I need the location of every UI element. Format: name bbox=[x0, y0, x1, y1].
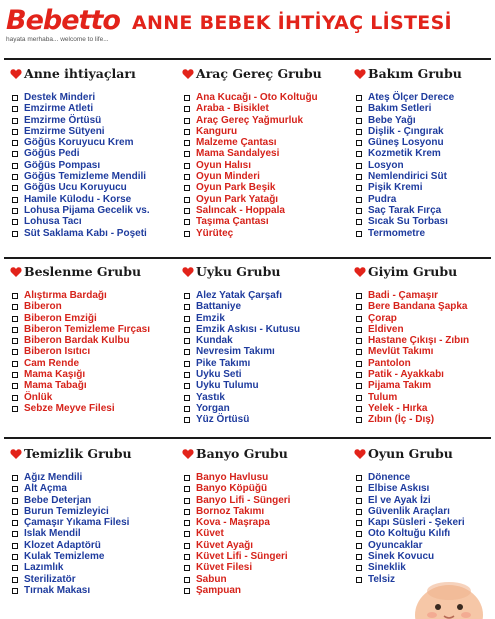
checkbox-icon[interactable] bbox=[356, 475, 362, 481]
checkbox-icon[interactable] bbox=[356, 372, 362, 378]
heart-icon bbox=[182, 447, 194, 459]
item-label: Emzirme Örtüsü bbox=[24, 114, 102, 126]
checkbox-icon[interactable] bbox=[184, 361, 190, 367]
heart-icon bbox=[10, 67, 22, 79]
item-label: Pudra bbox=[368, 193, 397, 205]
item-label: Taşıma Çantası bbox=[196, 216, 269, 228]
checkbox-icon[interactable] bbox=[356, 118, 362, 124]
item-label: Süt Saklama Kabı - Poşeti bbox=[24, 227, 147, 239]
checkbox-icon[interactable] bbox=[184, 577, 190, 583]
item-label: Biberon Isıtıcı bbox=[24, 346, 91, 358]
item-label: Çamaşır Yıkama Filesi bbox=[24, 517, 130, 529]
heart-icon bbox=[354, 265, 366, 277]
checkbox-icon[interactable] bbox=[12, 231, 18, 237]
checkbox-icon[interactable] bbox=[184, 531, 190, 537]
checkbox-icon[interactable] bbox=[184, 509, 190, 515]
divider-bottom bbox=[4, 437, 491, 439]
checkbox-icon[interactable] bbox=[12, 174, 18, 180]
item-label: Yastık bbox=[196, 391, 225, 403]
checkbox-icon[interactable] bbox=[12, 395, 18, 401]
item-label: Araba - Bisiklet bbox=[196, 103, 269, 115]
group-title: Araç Gereç Grubu bbox=[196, 66, 322, 81]
checkbox-icon[interactable] bbox=[12, 95, 18, 101]
item-label: Banyo Havlusu bbox=[196, 472, 269, 483]
checkbox-icon[interactable] bbox=[184, 417, 190, 423]
checkbox-icon[interactable] bbox=[184, 118, 190, 124]
item-label: Pike Takımı bbox=[196, 357, 251, 369]
checkbox-icon[interactable] bbox=[12, 219, 18, 225]
checkbox-icon[interactable] bbox=[12, 372, 18, 378]
checkbox-icon[interactable] bbox=[184, 383, 190, 389]
checkbox-icon[interactable] bbox=[12, 383, 18, 389]
item-label: Telsiz bbox=[368, 573, 396, 585]
checkbox-icon[interactable] bbox=[184, 231, 190, 237]
checkbox-icon[interactable] bbox=[12, 498, 18, 504]
item-label: Battaniye bbox=[196, 301, 242, 313]
item-label: Oyun Halısı bbox=[196, 159, 252, 171]
checkbox-icon[interactable] bbox=[184, 327, 190, 333]
item-label: Zıbın (İç - Dış) bbox=[368, 414, 435, 426]
item-label: Oyun Park Yatağı bbox=[196, 193, 279, 205]
item-label: Lohusa Pijama Gecelik vs. bbox=[24, 204, 150, 216]
item-label: Bornoz Takımı bbox=[196, 505, 265, 517]
item-label: Kanguru bbox=[196, 125, 238, 137]
item-label: Ağız Mendili bbox=[24, 472, 83, 483]
group-title: Banyo Grubu bbox=[196, 446, 288, 461]
item-label: Oto Koltuğu Kılıfı bbox=[368, 528, 451, 540]
checkbox-icon[interactable] bbox=[12, 349, 18, 355]
item-label: Pijama Takım bbox=[368, 380, 432, 392]
item-label: Bebe Deterjan bbox=[24, 494, 92, 506]
item-label: Göğüs Pedi bbox=[24, 148, 80, 160]
item-label: Çorap bbox=[368, 312, 397, 324]
baby-face-illustration bbox=[404, 575, 494, 619]
item-label: Şampuan bbox=[196, 584, 242, 596]
item-label: Mevlüt Takımı bbox=[368, 346, 434, 358]
checkbox-icon[interactable] bbox=[356, 577, 362, 583]
checkbox-icon[interactable] bbox=[12, 531, 18, 537]
checkbox-icon[interactable] bbox=[184, 185, 190, 191]
checkbox-icon[interactable] bbox=[12, 118, 18, 124]
checkbox-icon[interactable] bbox=[184, 338, 190, 344]
item-label: Biberon Emziği bbox=[24, 312, 97, 324]
item-label: Mama Kaşığı bbox=[24, 369, 86, 381]
item-label: Destek Minderi bbox=[24, 92, 96, 103]
item-label: Yorgan bbox=[196, 402, 230, 414]
heart-icon bbox=[10, 265, 22, 277]
checkbox-icon[interactable] bbox=[356, 520, 362, 526]
checkbox-icon[interactable] bbox=[356, 231, 362, 237]
item-label: Önlük bbox=[24, 391, 53, 403]
item-label: Mama Sandalyesi bbox=[196, 148, 280, 160]
checkbox-icon[interactable] bbox=[184, 316, 190, 322]
heart-icon bbox=[354, 447, 366, 459]
item-label: El ve Ayak İzi bbox=[368, 494, 431, 506]
checkbox-icon[interactable] bbox=[184, 372, 190, 378]
group-title: Bakım Grubu bbox=[368, 66, 462, 81]
item-label: Mama Tabağı bbox=[24, 380, 87, 392]
checkbox-icon[interactable] bbox=[184, 486, 190, 492]
checkbox-icon[interactable] bbox=[356, 395, 362, 401]
item-label: Kozmetik Krem bbox=[368, 148, 441, 160]
checkbox-icon[interactable] bbox=[356, 163, 362, 169]
checkbox-icon[interactable] bbox=[356, 498, 362, 504]
checkbox-icon[interactable] bbox=[356, 219, 362, 225]
item-label: Banyo Köpüğü bbox=[196, 483, 268, 495]
item-label: Kova - Maşrapa bbox=[196, 517, 270, 529]
checkbox-icon[interactable] bbox=[12, 338, 18, 344]
item-label: Sterilizatör bbox=[24, 573, 76, 585]
item-label: Malzeme Çantası bbox=[196, 137, 277, 149]
item-label: Göğüs Temizleme Mendili bbox=[24, 171, 147, 183]
item-label: Küvet Lifi - Süngeri bbox=[196, 551, 288, 563]
checkbox-icon[interactable] bbox=[12, 316, 18, 322]
checkbox-icon[interactable] bbox=[356, 361, 362, 367]
checkbox-icon[interactable] bbox=[12, 304, 18, 310]
heart-icon bbox=[354, 67, 366, 79]
checkbox-icon[interactable] bbox=[184, 129, 190, 135]
item-label: Emzirme Atleti bbox=[24, 103, 94, 115]
checkbox-icon[interactable] bbox=[12, 163, 18, 169]
item-label: Biberon bbox=[24, 301, 62, 313]
item-label: Salıncak - Hoppala bbox=[196, 204, 285, 216]
checkbox-icon[interactable] bbox=[184, 304, 190, 310]
checkbox-icon[interactable] bbox=[12, 293, 18, 299]
item-label: Sıcak Su Torbası bbox=[368, 216, 448, 228]
item-label: Lazımlık bbox=[24, 562, 64, 574]
checkbox-icon[interactable] bbox=[356, 304, 362, 310]
item-label: Bebe Yağı bbox=[368, 114, 416, 126]
item-label: Sineklik bbox=[368, 562, 406, 574]
checkbox-icon[interactable] bbox=[12, 197, 18, 203]
group-title: Beslenme Grubu bbox=[24, 264, 142, 279]
item-label: Araç Gereç Yağmurluk bbox=[196, 114, 304, 126]
item-label: Oyun Park Beşik bbox=[196, 182, 276, 194]
item-label: Sabun bbox=[196, 573, 227, 585]
checkbox-icon[interactable] bbox=[184, 475, 190, 481]
item-label: Klozet Adaptörü bbox=[24, 539, 101, 551]
item-label: Yüz Örtüsü bbox=[196, 414, 250, 426]
checkbox-icon[interactable] bbox=[356, 417, 362, 423]
checkbox-icon[interactable] bbox=[184, 197, 190, 203]
item-label: Pişik Kremi bbox=[368, 182, 423, 194]
checkbox-icon[interactable] bbox=[184, 565, 190, 571]
item-label: Güneş Losyonu bbox=[368, 137, 444, 149]
item-label: Küvet Ayağı bbox=[196, 539, 254, 551]
checkbox-icon[interactable] bbox=[184, 498, 190, 504]
checkbox-icon[interactable] bbox=[12, 185, 18, 191]
checkbox-icon[interactable] bbox=[184, 140, 190, 146]
checkbox-icon[interactable] bbox=[184, 174, 190, 180]
item-label: Tırnak Makası bbox=[24, 584, 91, 596]
checkbox-icon[interactable] bbox=[12, 543, 18, 549]
checkbox-icon[interactable] bbox=[12, 208, 18, 214]
checkbox-icon[interactable] bbox=[184, 520, 190, 526]
checkbox-icon[interactable] bbox=[356, 565, 362, 571]
item-label: Uyku Tulumu bbox=[196, 380, 259, 392]
item-label: Patik - Ayakkabı bbox=[368, 369, 444, 381]
checkbox-icon[interactable] bbox=[356, 349, 362, 355]
item-label: Badi - Çamaşır bbox=[368, 290, 439, 301]
item-label: Yelek - Hırka bbox=[368, 402, 428, 414]
group-title: Temizlik Grubu bbox=[24, 446, 132, 461]
checkbox-icon[interactable] bbox=[356, 140, 362, 146]
divider-top bbox=[4, 58, 491, 60]
item-label: Kapı Süsleri - Şekeri bbox=[368, 517, 465, 529]
checkbox-icon[interactable] bbox=[356, 293, 362, 299]
item-label: Cam Rende bbox=[24, 357, 80, 369]
checkbox-icon[interactable] bbox=[184, 543, 190, 549]
heart-icon bbox=[10, 447, 22, 459]
checkbox-icon[interactable] bbox=[12, 588, 18, 594]
checkbox-icon[interactable] bbox=[12, 151, 18, 157]
checkbox-icon[interactable] bbox=[12, 475, 18, 481]
group-title: Anne ihtiyaçları bbox=[24, 66, 136, 81]
item-label: Hamile Külodu - Korse bbox=[24, 193, 132, 205]
checkbox-icon[interactable] bbox=[12, 361, 18, 367]
item-label: Dönence bbox=[368, 472, 411, 483]
item-label: Ateş Ölçer Derece bbox=[368, 92, 455, 103]
checkbox-icon[interactable] bbox=[12, 406, 18, 412]
item-label: Küvet bbox=[196, 528, 224, 540]
checkbox-icon[interactable] bbox=[12, 486, 18, 492]
checkbox-icon[interactable] bbox=[12, 106, 18, 112]
item-label: Sinek Kovucu bbox=[368, 551, 435, 563]
group-title: Giyim Grubu bbox=[368, 264, 458, 279]
item-label: Güvenlik Araçları bbox=[368, 505, 450, 517]
checkbox-icon[interactable] bbox=[12, 129, 18, 135]
checkbox-icon[interactable] bbox=[184, 219, 190, 225]
checkbox-icon[interactable] bbox=[184, 293, 190, 299]
item-label: Kundak bbox=[196, 335, 233, 347]
item-label: Küvet Filesi bbox=[196, 562, 253, 574]
item-label: Uyku Seti bbox=[196, 369, 242, 381]
checkbox-icon[interactable] bbox=[356, 509, 362, 515]
item-label: Islak Mendil bbox=[24, 528, 81, 540]
checkbox-icon[interactable] bbox=[12, 554, 18, 560]
checkbox-icon[interactable] bbox=[356, 327, 362, 333]
heart-icon bbox=[182, 67, 194, 79]
checkbox-icon[interactable] bbox=[356, 151, 362, 157]
checkbox-icon[interactable] bbox=[356, 129, 362, 135]
checkbox-icon[interactable] bbox=[12, 565, 18, 571]
item-label: Emzik Askısı - Kutusu bbox=[196, 323, 301, 335]
checkbox-icon[interactable] bbox=[184, 406, 190, 412]
checkbox-icon[interactable] bbox=[356, 406, 362, 412]
logo-wordmark: Bebetto bbox=[6, 5, 120, 36]
checkbox-icon[interactable] bbox=[184, 395, 190, 401]
checkbox-icon[interactable] bbox=[356, 316, 362, 322]
item-label: Göğüs Pompası bbox=[24, 159, 101, 171]
page-title: ANNE BEBEK İHTİYAÇ LİSTESİ bbox=[132, 12, 452, 34]
group-title: Uyku Grubu bbox=[196, 264, 281, 279]
checkbox-icon[interactable] bbox=[356, 554, 362, 560]
item-label: Hastane Çıkışı - Zıbın bbox=[368, 335, 470, 347]
checkbox-icon[interactable] bbox=[184, 208, 190, 214]
item-label: Göğüs Ucu Koruyucu bbox=[24, 182, 127, 194]
item-label: Tulum bbox=[368, 391, 398, 403]
item-label: Yürüteç bbox=[196, 227, 234, 239]
checkbox-icon[interactable] bbox=[12, 577, 18, 583]
item-label: Bakım Setleri bbox=[368, 103, 432, 115]
item-label: Sebze Meyve Filesi bbox=[24, 402, 115, 414]
logo-tagline: hayata merhaba... welcome to life... bbox=[6, 36, 109, 43]
checkbox-icon[interactable] bbox=[184, 106, 190, 112]
item-label: Burun Temizleyici bbox=[24, 505, 109, 517]
item-label: Losyon bbox=[368, 159, 404, 171]
item-label: Göğüs Koruyucu Krem bbox=[24, 137, 134, 149]
checkbox-icon[interactable] bbox=[356, 543, 362, 549]
item-label: Biberon Temizleme Fırçası bbox=[24, 323, 150, 335]
item-label: Elbise Askısı bbox=[368, 483, 430, 495]
checkbox-icon[interactable] bbox=[12, 509, 18, 515]
item-label: Termometre bbox=[368, 227, 426, 239]
checkbox-icon[interactable] bbox=[356, 197, 362, 203]
group-title: Oyun Grubu bbox=[368, 446, 453, 461]
item-label: Kulak Temizleme bbox=[24, 551, 105, 563]
checkbox-icon[interactable] bbox=[356, 486, 362, 492]
checkbox-icon[interactable] bbox=[184, 554, 190, 560]
item-label: Oyuncaklar bbox=[368, 539, 423, 551]
item-label: Alt Açma bbox=[24, 483, 67, 495]
item-label: Biberon Bardak Kulbu bbox=[24, 335, 130, 347]
checkbox-icon[interactable] bbox=[356, 208, 362, 214]
checkbox-icon[interactable] bbox=[356, 106, 362, 112]
item-label: Lohusa Tacı bbox=[24, 216, 82, 228]
checkbox-icon[interactable] bbox=[356, 174, 362, 180]
item-label: Dişlik - Çıngırak bbox=[368, 125, 444, 137]
checkbox-icon[interactable] bbox=[12, 520, 18, 526]
checkbox-icon[interactable] bbox=[184, 163, 190, 169]
checkbox-icon[interactable] bbox=[184, 349, 190, 355]
checkbox-icon[interactable] bbox=[184, 95, 190, 101]
checkbox-icon[interactable] bbox=[184, 588, 190, 594]
item-label: Oyun Minderi bbox=[196, 171, 260, 183]
item-label: Emzik bbox=[196, 312, 225, 324]
checkbox-icon[interactable] bbox=[356, 185, 362, 191]
checkbox-icon[interactable] bbox=[356, 95, 362, 101]
checkbox-icon[interactable] bbox=[184, 151, 190, 157]
item-label: Emzirme Sütyeni bbox=[24, 125, 105, 137]
item-label: Saç Tarak Fırça bbox=[368, 204, 442, 216]
item-label: Banyo Lifi - Süngeri bbox=[196, 494, 291, 506]
item-label: Pantolon bbox=[368, 357, 411, 369]
item-label: Bere Bandana Şapka bbox=[368, 301, 468, 313]
checkbox-icon[interactable] bbox=[356, 338, 362, 344]
checkbox-icon[interactable] bbox=[12, 140, 18, 146]
item-label: Nemlendirici Süt bbox=[368, 171, 447, 183]
brand-logo bbox=[6, 6, 122, 50]
checkbox-icon[interactable] bbox=[356, 531, 362, 537]
heart-icon bbox=[182, 265, 194, 277]
item-label: Alez Yatak Çarşafı bbox=[196, 290, 282, 301]
item-label: Alıştırma Bardağı bbox=[24, 290, 107, 301]
divider-middle bbox=[4, 257, 491, 259]
item-label: Nevresim Takımı bbox=[196, 346, 275, 358]
checkbox-icon[interactable] bbox=[356, 383, 362, 389]
item-label: Ana Kucağı - Oto Koltuğu bbox=[196, 92, 318, 103]
item-label: Eldiven bbox=[368, 323, 404, 335]
checkbox-icon[interactable] bbox=[12, 327, 18, 333]
